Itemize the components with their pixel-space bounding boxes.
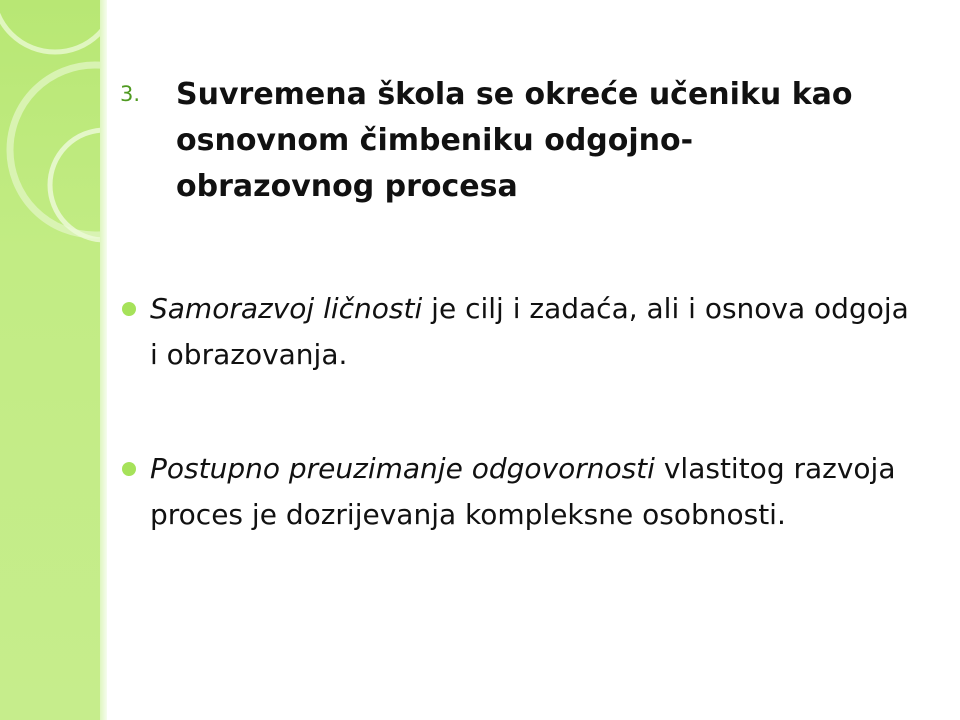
bullet-italic: Postupno preuzimanje odgovornosti [150,452,655,485]
bullet-text [150,446,920,538]
bullet-text [150,286,920,378]
bullet-dot-icon [120,446,150,492]
list-number: 3. [120,82,141,106]
list-item [120,286,920,378]
bullet-dot-icon [120,286,150,332]
bullet-rest: je cilj i zadaća, ali i osnova odgoja i obrazovanja. [150,292,909,371]
slide-content [120,72,920,538]
decorative-circle-top [0,0,100,52]
band-edge [100,0,107,720]
list-item [120,446,920,538]
numbered-heading [120,72,920,210]
bullet-italic: Samorazvoj ličnosti [150,292,423,325]
slide-heading: Suvremena škola se okreće učeniku kao osnovnom čimbeniku odgojno-obrazovnog procesa [176,77,853,204]
decorative-circles [0,0,100,720]
bullet-rest: vlastitog razvoja proces je dozrijevanja kompleksne osobnosti. [150,452,896,531]
decorative-side-band [0,0,100,720]
bullet-list [120,286,920,538]
